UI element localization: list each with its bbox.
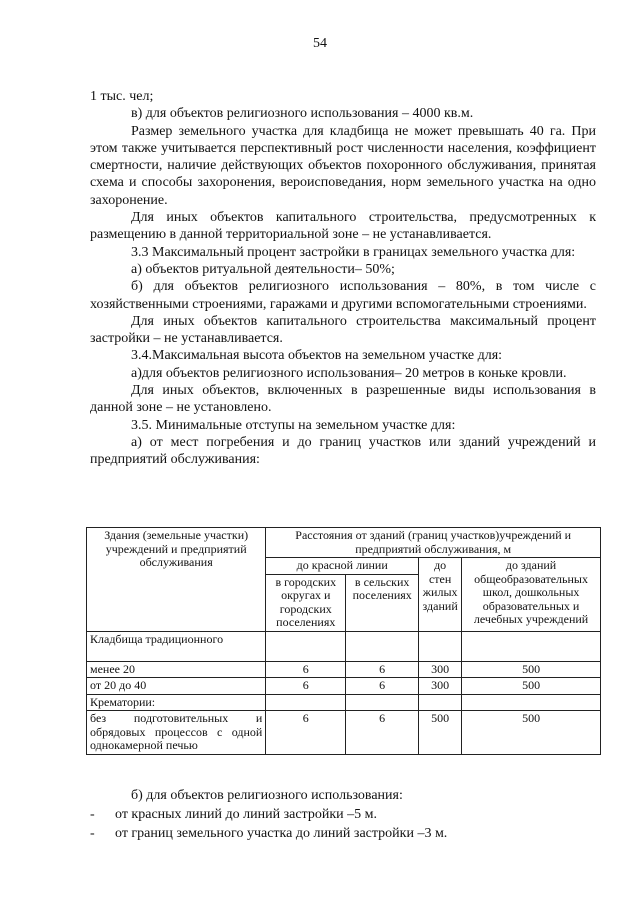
list-item-text: от границ земельного участка до линий застройки –3 м. [115,826,448,841]
bottom-text [90,786,596,843]
body-text [90,88,596,469]
page-number: 54 [313,36,327,51]
header-schools: до зданий общеобразовательных школ, дошкольных образовательных и лечебных учреждений [462,558,601,632]
setback-table [86,527,601,755]
paragraph: б) для объектов религиозного использования – 80%, в том числе с хозяйственными строениями, гаражами и другими вспомогательными строениями. [90,279,596,312]
cell-value: 500 [419,711,462,755]
paragraph: Размер земельного участка для кладбища не может превышать 40 га. При этом также учитывается перспективный рост численности населения, коэффициент смертности, наличие действующих объектов похоронного обслуживания, принятая схема и способы захоронения, вероисповедания, норм земельного участка на одно захоронение. [90,123,596,208]
table-row [87,711,601,755]
cell-value: 6 [346,711,419,755]
list-item [90,805,596,824]
row-label: без подготовительных и обрядовых процессов с одной однокамерной печью [87,711,266,755]
paragraph: 3.4.Максимальная высота объектов на земельном участке для: [131,348,503,364]
table-row [87,631,601,661]
paragraph: б) для объектов религиозного использования: [131,788,403,803]
list-item-text: от красных линий до линий застройки –5 м. [115,807,377,822]
header-buildings: Здания (земельные участки) учреждений и предприятий обслуживания [87,528,266,632]
paragraph: 3.3 Максимальный процент застройки в границах земельного участка для: [131,244,576,260]
cell-value: 6 [266,678,346,695]
paragraph: 3.5. Минимальные отступы на земельном участке для: [131,417,456,433]
header-distances: Расстояния от зданий (границ участков)учреждений и предприятий обслуживания, м [266,528,601,558]
row-cemetery-label: Кладбища традиционного [87,631,266,661]
paragraph: Для иных объектов капитального строительства, предусмотренных к размещению в данной территориальной зоне – не устанавливается. [90,210,596,243]
header-urban: в городских округах и городских поселениях [266,574,346,631]
cell-value: 6 [346,661,419,678]
list-dash: - [90,826,95,841]
list-dash: - [90,807,95,822]
paragraph: Для иных объектов капитального строительства максимальный процент застройки – не устанавливается. [90,313,596,347]
header-rural: в сельских поселениях [346,574,419,631]
paragraph: Для иных объектов, включенных в разрешенные виды использования в данной зоне – не установлено. [90,383,596,416]
paragraph: а)для объектов религиозного использования– 20 метров в коньке кровли. [131,365,567,381]
paragraph: 1 тыс. чел; [90,89,154,104]
table-row [87,678,601,695]
cell-value: 300 [419,678,462,695]
paragraph: а) объектов ритуальной деятельности– 50%; [131,261,395,277]
header-red-line: до красной линии [266,558,419,575]
cell-value: 500 [462,678,601,695]
row-label: от 20 до 40 [87,678,266,695]
cell-value: 300 [419,661,462,678]
header-walls: до стен жилых зданий [419,558,462,632]
table-header-row [87,528,601,558]
paragraph: а) от мест погребения и до границ участков или зданий учреждений и предприятий обслуживания: [90,434,596,468]
paragraph: в) для объектов религиозного использования – 4000 кв.м. [131,106,474,122]
table-row [87,694,601,711]
cell-value: 6 [346,678,419,695]
table-row [87,661,601,678]
row-crematoria-label: Крематории: [87,694,266,711]
list-item [90,824,596,843]
row-label: менее 20 [87,661,266,678]
cell-value: 500 [462,661,601,678]
cell-value: 6 [266,711,346,755]
cell-value: 6 [266,661,346,678]
cell-value: 500 [462,711,601,755]
